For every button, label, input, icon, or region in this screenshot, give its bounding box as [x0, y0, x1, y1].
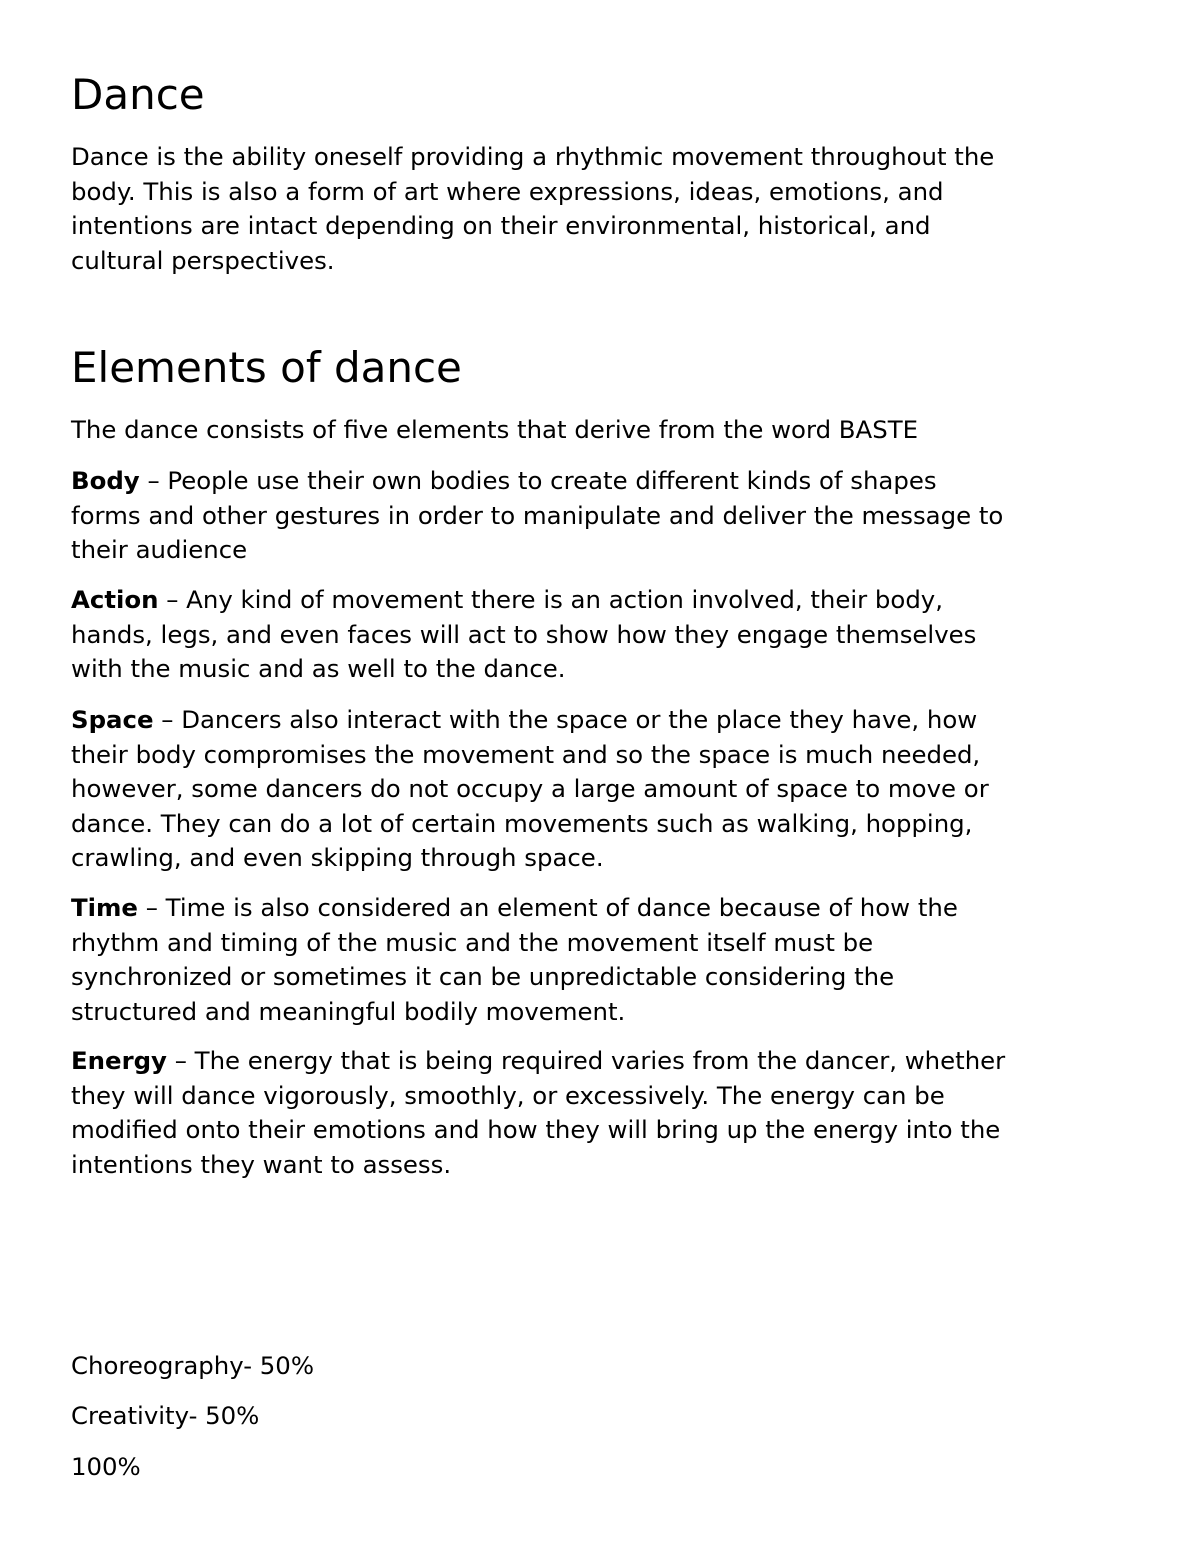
- element-space: [71, 703, 989, 876]
- element-first-line: [71, 464, 1003, 499]
- element-line: they will dance vigorously, smoothly, or excessively. The energy can be: [71, 1080, 945, 1110]
- element-line: rhythm and timing of the music and the movement itself must be: [71, 927, 874, 957]
- grading-total: 100%: [71, 1452, 141, 1481]
- element-line: with the music and as well to the dance.: [71, 654, 566, 684]
- element-first-line: [71, 703, 989, 738]
- element-line: however, some dancers do not occupy a large amount of space to move or: [71, 774, 989, 804]
- paragraph-line: cultural perspectives.: [71, 245, 335, 275]
- grading-choreography: Choreography- 50%: [71, 1351, 315, 1380]
- element-term: Energy: [71, 1046, 167, 1075]
- element-term: Space: [71, 705, 154, 734]
- heading-elements-of-dance: Elements of dance: [71, 343, 462, 392]
- element-line: forms and other gestures in order to manipulate and deliver the message to: [71, 500, 1004, 530]
- element-line: their audience: [71, 535, 248, 565]
- heading-dance: Dance: [71, 70, 205, 119]
- element-line: structured and meaningful bodily movement.: [71, 996, 626, 1026]
- element-text: – Time is also considered an element of dance because of how the: [137, 893, 958, 922]
- element-text: – Any kind of movement there is an action involved, their body,: [158, 585, 943, 614]
- element-line: hands, legs, and even faces will act to show how they engage themselves: [71, 619, 977, 649]
- element-line: dance. They can do a lot of certain movements such as walking, hopping,: [71, 808, 973, 838]
- element-time: [71, 891, 958, 1029]
- elements-intro: The dance consists of five elements that derive from the word BASTE: [71, 415, 919, 444]
- grading-creativity: Creativity- 50%: [71, 1401, 260, 1430]
- element-line: their body compromises the movement and so the space is much needed,: [71, 739, 981, 769]
- dance-definition-paragraph: [71, 140, 994, 278]
- element-term: Action: [71, 585, 159, 614]
- element-text: – The energy that is being required varies from the dancer, whether: [166, 1046, 1006, 1075]
- element-text: – Dancers also interact with the space or the place they have, how: [153, 705, 978, 734]
- element-first-line: [71, 891, 958, 926]
- element-line: modified onto their emotions and how they will bring up the energy into the: [71, 1115, 1001, 1145]
- element-line: intentions they want to assess.: [71, 1149, 452, 1179]
- element-first-line: [71, 583, 976, 618]
- element-first-line: [71, 1044, 1005, 1079]
- element-text: – People use their own bodies to create different kinds of shapes: [139, 466, 937, 495]
- element-line: crawling, and even skipping through space.: [71, 843, 604, 873]
- element-action: [71, 583, 976, 687]
- paragraph-line: Dance is the ability oneself providing a rhythmic movement throughout the: [71, 142, 995, 171]
- element-term: Body: [71, 466, 140, 495]
- element-term: Time: [71, 893, 138, 922]
- element-energy: [71, 1044, 1005, 1182]
- paragraph-line: intentions are intact depending on their environmental, historical, and: [71, 211, 931, 241]
- element-line: synchronized or sometimes it can be unpredictable considering the: [71, 962, 895, 992]
- element-body: [71, 464, 1003, 568]
- paragraph-line: body. This is also a form of art where expressions, ideas, emotions, and: [71, 176, 944, 206]
